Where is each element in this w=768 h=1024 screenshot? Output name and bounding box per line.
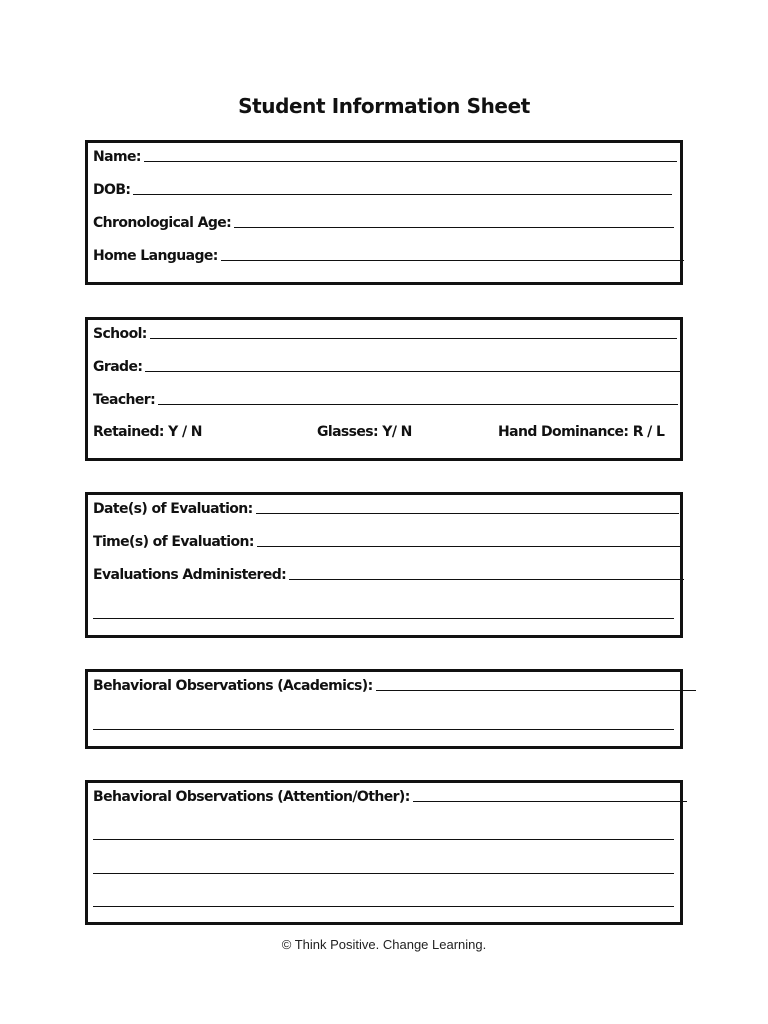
evaluation-info-box xyxy=(85,492,683,638)
evaluations-administered-extra-line[interactable] xyxy=(93,618,674,619)
attention-observations-line-2[interactable] xyxy=(93,873,674,874)
attention-observations-row xyxy=(93,789,687,805)
hand-dominance-option[interactable]: Hand Dominance: R / L xyxy=(498,424,665,440)
dates-of-evaluation-field[interactable] xyxy=(256,513,679,514)
school-field[interactable] xyxy=(150,338,677,339)
age-row xyxy=(93,215,674,231)
footer-copyright: © Think Positive. Change Learning. xyxy=(281,937,487,952)
chronological-age-label: Chronological Age: xyxy=(93,215,232,231)
chronological-age-field[interactable] xyxy=(234,227,674,228)
teacher-field[interactable] xyxy=(158,404,678,405)
evaluations-administered-label: Evaluations Administered: xyxy=(93,567,287,583)
school-row xyxy=(93,326,677,342)
dob-field[interactable] xyxy=(133,194,672,195)
name-label: Name: xyxy=(93,149,141,165)
school-label: School: xyxy=(93,326,147,342)
teacher-row xyxy=(93,392,678,408)
academics-observations-row xyxy=(93,678,696,694)
home-language-field[interactable] xyxy=(221,260,684,261)
dob-label: DOB: xyxy=(93,182,131,198)
times-of-evaluation-label: Time(s) of Evaluation: xyxy=(93,534,254,550)
home-language-row xyxy=(93,248,684,264)
retained-option[interactable]: Retained: Y / N xyxy=(93,424,202,440)
attention-observations-line-1[interactable] xyxy=(93,839,674,840)
glasses-option[interactable]: Glasses: Y/ N xyxy=(317,424,412,440)
grade-field[interactable] xyxy=(145,371,680,372)
academics-observations-box xyxy=(85,669,683,749)
attention-observations-field[interactable] xyxy=(413,801,687,802)
grade-label: Grade: xyxy=(93,359,143,375)
academics-observations-label: Behavioral Observations (Academics): xyxy=(93,678,373,694)
name-row xyxy=(93,149,677,165)
grade-row xyxy=(93,359,680,375)
attention-observations-label: Behavioral Observations (Attention/Other): xyxy=(93,789,410,805)
evaluations-administered-field[interactable] xyxy=(289,579,684,580)
evaluations-administered-row xyxy=(93,567,684,583)
student-basic-info-box xyxy=(85,140,683,285)
academics-observations-field[interactable] xyxy=(376,690,696,691)
school-info-box xyxy=(85,317,683,461)
academics-observations-extra-line[interactable] xyxy=(93,729,674,730)
teacher-label: Teacher: xyxy=(93,392,156,408)
name-field[interactable] xyxy=(144,161,677,162)
page-title: Student Information Sheet xyxy=(238,94,530,118)
dob-row xyxy=(93,182,672,198)
times-of-evaluation-row xyxy=(93,534,681,550)
dates-of-evaluation-row xyxy=(93,501,679,517)
attention-observations-box xyxy=(85,780,683,925)
times-of-evaluation-field[interactable] xyxy=(257,546,681,547)
attention-observations-line-3[interactable] xyxy=(93,906,674,907)
dates-of-evaluation-label: Date(s) of Evaluation: xyxy=(93,501,253,517)
home-language-label: Home Language: xyxy=(93,248,218,264)
